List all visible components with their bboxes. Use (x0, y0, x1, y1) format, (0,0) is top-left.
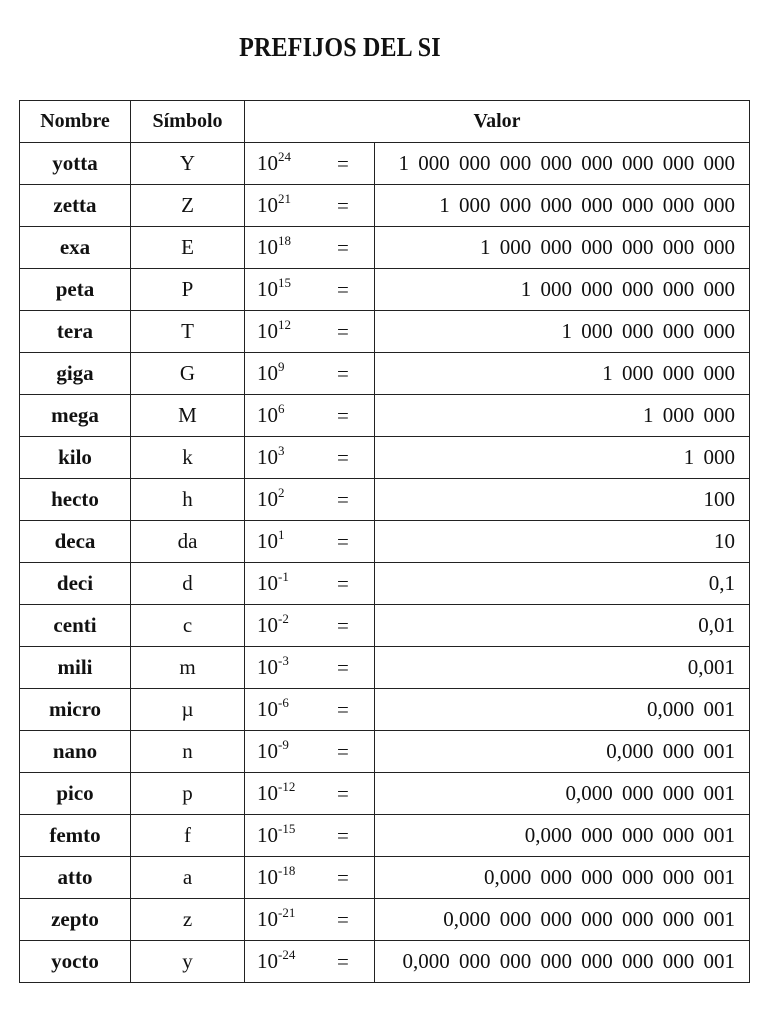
power-expression (257, 193, 291, 218)
table-row (20, 437, 750, 479)
table-row (20, 857, 750, 899)
power-exponent: -3 (278, 653, 289, 668)
power-expression (257, 403, 285, 428)
table-row (20, 479, 750, 521)
equals-sign: = (337, 487, 349, 511)
power-expression (257, 487, 285, 512)
power-base: 10 (257, 445, 278, 469)
power-base: 10 (257, 865, 278, 889)
prefix-name: hecto (20, 479, 131, 521)
equals-sign: = (337, 193, 349, 217)
prefix-symbol: Z (131, 185, 245, 227)
table-row (20, 815, 750, 857)
prefix-symbol: m (131, 647, 245, 689)
power-expression (257, 907, 295, 932)
prefix-name: centi (20, 605, 131, 647)
power-base: 10 (257, 151, 278, 175)
equals-sign: = (337, 571, 349, 595)
prefix-symbol: µ (131, 689, 245, 731)
prefix-name: kilo (20, 437, 131, 479)
power-expression (257, 823, 295, 848)
prefix-value: 0,000 000 001 (375, 731, 750, 773)
table-row (20, 563, 750, 605)
prefix-symbol: n (131, 731, 245, 773)
prefix-symbol: k (131, 437, 245, 479)
table-row (20, 521, 750, 563)
prefix-value: 0,000 000 000 000 000 000 000 001 (375, 941, 750, 983)
power-of-ten (245, 269, 375, 311)
equals-sign: = (337, 277, 349, 301)
equals-sign: = (337, 445, 349, 469)
power-exponent: 21 (278, 191, 291, 206)
power-exponent: 15 (278, 275, 291, 290)
equals-sign: = (337, 865, 349, 889)
prefix-name: exa (20, 227, 131, 269)
power-exponent: 3 (278, 443, 285, 458)
power-of-ten (245, 437, 375, 479)
table-row (20, 689, 750, 731)
equals-sign: = (337, 403, 349, 427)
power-base: 10 (257, 697, 278, 721)
power-of-ten (245, 479, 375, 521)
page-title: PREFIJOS DEL SI (239, 32, 441, 63)
power-base: 10 (257, 613, 278, 637)
table-row (20, 185, 750, 227)
power-expression (257, 739, 289, 764)
prefix-value: 1 000 000 000 000 000 000 000 (375, 185, 750, 227)
prefix-value: 1 000 000 000 000 000 (375, 269, 750, 311)
table-row (20, 647, 750, 689)
prefix-name: peta (20, 269, 131, 311)
power-of-ten (245, 731, 375, 773)
power-base: 10 (257, 487, 278, 511)
table-row (20, 353, 750, 395)
power-of-ten (245, 689, 375, 731)
prefix-name: deca (20, 521, 131, 563)
power-of-ten (245, 857, 375, 899)
equals-sign: = (337, 697, 349, 721)
prefix-name: femto (20, 815, 131, 857)
equals-sign: = (337, 361, 349, 385)
prefix-symbol: T (131, 311, 245, 353)
power-exponent: 24 (278, 149, 291, 164)
power-of-ten (245, 521, 375, 563)
prefix-name: deci (20, 563, 131, 605)
table-row (20, 773, 750, 815)
equals-sign: = (337, 907, 349, 931)
table-row (20, 899, 750, 941)
prefix-value: 0,000 000 000 000 000 001 (375, 857, 750, 899)
prefix-name: pico (20, 773, 131, 815)
power-base: 10 (257, 949, 278, 973)
power-of-ten (245, 941, 375, 983)
power-base: 10 (257, 907, 278, 931)
table-row (20, 941, 750, 983)
prefix-value: 1 000 000 000 (375, 353, 750, 395)
power-of-ten (245, 143, 375, 185)
power-base: 10 (257, 823, 278, 847)
power-of-ten (245, 185, 375, 227)
equals-sign: = (337, 781, 349, 805)
power-exponent: 12 (278, 317, 291, 332)
power-of-ten (245, 353, 375, 395)
prefix-symbol: h (131, 479, 245, 521)
power-exponent: -12 (278, 779, 296, 794)
power-expression (257, 781, 295, 806)
prefix-symbol: c (131, 605, 245, 647)
power-exponent: 2 (278, 485, 285, 500)
power-exponent: 18 (278, 233, 291, 248)
prefix-value: 0,001 (375, 647, 750, 689)
prefix-symbol: z (131, 899, 245, 941)
power-exponent: -1 (278, 569, 289, 584)
prefix-name: yotta (20, 143, 131, 185)
equals-sign: = (337, 613, 349, 637)
equals-sign: = (337, 235, 349, 259)
prefix-value: 0,01 (375, 605, 750, 647)
prefix-name: mili (20, 647, 131, 689)
header-name: Nombre (20, 101, 131, 143)
prefix-name: tera (20, 311, 131, 353)
table-row (20, 605, 750, 647)
prefix-symbol: da (131, 521, 245, 563)
power-expression (257, 697, 289, 722)
power-expression (257, 445, 285, 470)
power-of-ten (245, 647, 375, 689)
power-exponent: -24 (278, 947, 296, 962)
equals-sign: = (337, 823, 349, 847)
power-of-ten (245, 899, 375, 941)
power-base: 10 (257, 529, 278, 553)
power-expression (257, 529, 285, 554)
prefix-name: nano (20, 731, 131, 773)
prefix-value: 0,000 000 000 001 (375, 773, 750, 815)
table-row (20, 395, 750, 437)
prefix-name: giga (20, 353, 131, 395)
header-symbol: Símbolo (131, 101, 245, 143)
power-expression (257, 361, 285, 386)
prefix-symbol: G (131, 353, 245, 395)
power-exponent: 1 (278, 527, 285, 542)
power-of-ten (245, 815, 375, 857)
table-header-row (20, 101, 750, 143)
prefix-name: zetta (20, 185, 131, 227)
prefix-symbol: M (131, 395, 245, 437)
table-row (20, 143, 750, 185)
prefix-value: 1 000 000 (375, 395, 750, 437)
power-of-ten (245, 563, 375, 605)
table-row (20, 731, 750, 773)
power-exponent: -18 (278, 863, 296, 878)
power-base: 10 (257, 571, 278, 595)
prefix-value: 0,000 000 000 000 001 (375, 815, 750, 857)
prefix-value: 0,000 000 000 000 000 000 001 (375, 899, 750, 941)
prefix-value: 10 (375, 521, 750, 563)
equals-sign: = (337, 739, 349, 763)
power-expression (257, 949, 295, 974)
power-expression (257, 865, 295, 890)
power-exponent: -9 (278, 737, 289, 752)
power-expression (257, 655, 289, 680)
equals-sign: = (337, 529, 349, 553)
prefix-value: 0,1 (375, 563, 750, 605)
power-base: 10 (257, 403, 278, 427)
power-expression (257, 613, 289, 638)
prefix-symbol: d (131, 563, 245, 605)
prefix-symbol: f (131, 815, 245, 857)
prefix-name: yocto (20, 941, 131, 983)
prefix-value: 1 000 (375, 437, 750, 479)
power-expression (257, 151, 291, 176)
si-prefix-table (19, 100, 750, 983)
power-base: 10 (257, 277, 278, 301)
prefix-symbol: y (131, 941, 245, 983)
power-of-ten (245, 395, 375, 437)
power-exponent: -15 (278, 821, 296, 836)
equals-sign: = (337, 319, 349, 343)
power-base: 10 (257, 739, 278, 763)
power-expression (257, 319, 291, 344)
power-exponent: 9 (278, 359, 285, 374)
prefix-symbol: a (131, 857, 245, 899)
power-expression (257, 571, 289, 596)
power-base: 10 (257, 655, 278, 679)
power-of-ten (245, 227, 375, 269)
power-expression (257, 235, 291, 260)
prefix-value: 0,000 001 (375, 689, 750, 731)
equals-sign: = (337, 151, 349, 175)
prefix-name: atto (20, 857, 131, 899)
power-exponent: -21 (278, 905, 296, 920)
prefix-symbol: p (131, 773, 245, 815)
power-base: 10 (257, 781, 278, 805)
prefix-name: micro (20, 689, 131, 731)
power-base: 10 (257, 235, 278, 259)
header-value: Valor (245, 101, 750, 143)
prefix-symbol: E (131, 227, 245, 269)
power-expression (257, 277, 291, 302)
table-row (20, 311, 750, 353)
prefix-name: zepto (20, 899, 131, 941)
power-of-ten (245, 311, 375, 353)
power-base: 10 (257, 319, 278, 343)
power-base: 10 (257, 361, 278, 385)
prefix-symbol: Y (131, 143, 245, 185)
prefix-name: mega (20, 395, 131, 437)
equals-sign: = (337, 655, 349, 679)
table-row (20, 227, 750, 269)
power-of-ten (245, 605, 375, 647)
power-exponent: -2 (278, 611, 289, 626)
prefix-value: 1 000 000 000 000 000 000 (375, 227, 750, 269)
power-of-ten (245, 773, 375, 815)
prefix-value: 100 (375, 479, 750, 521)
table-body (20, 143, 750, 983)
equals-sign: = (337, 949, 349, 973)
power-exponent: 6 (278, 401, 285, 416)
prefix-symbol: P (131, 269, 245, 311)
prefix-value: 1 000 000 000 000 000 000 000 000 (375, 143, 750, 185)
power-base: 10 (257, 193, 278, 217)
power-exponent: -6 (278, 695, 289, 710)
prefix-value: 1 000 000 000 000 (375, 311, 750, 353)
table-row (20, 269, 750, 311)
